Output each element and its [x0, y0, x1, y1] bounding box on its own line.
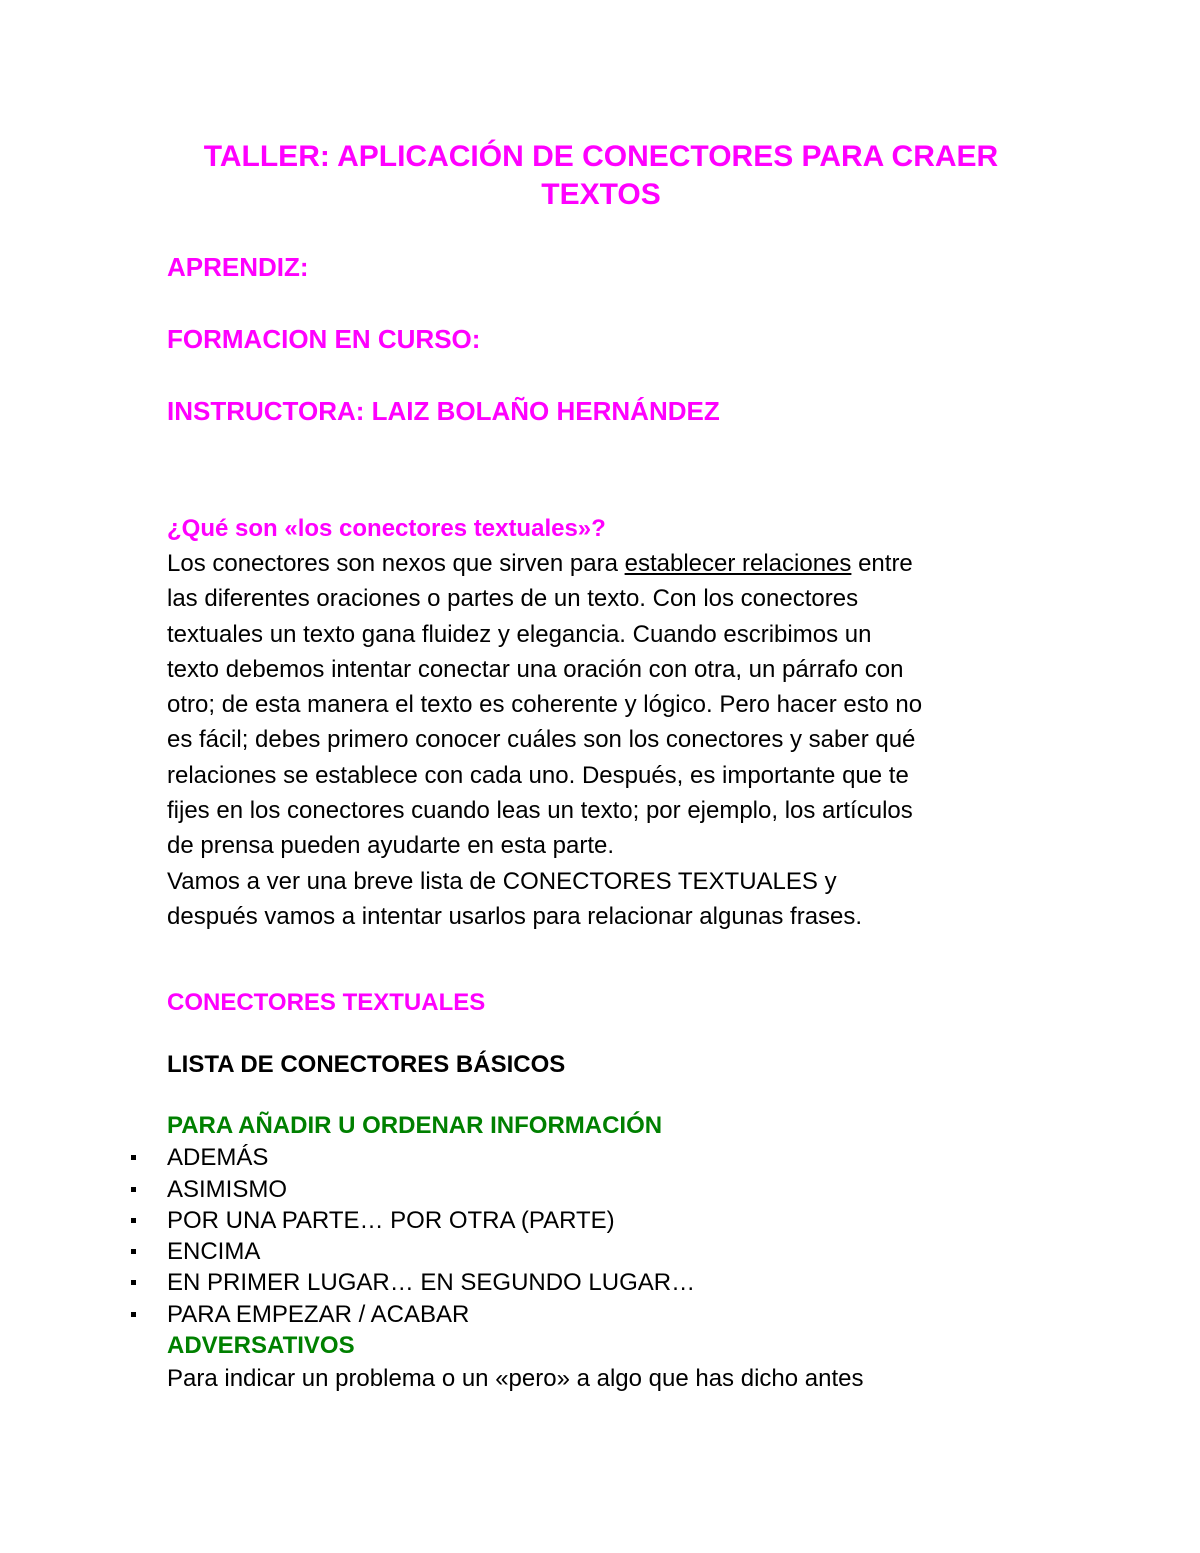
intro-line-6: es fácil; debes primero conocer cuáles son los conectores y saber qué	[167, 726, 916, 754]
bullet-icon	[131, 1218, 136, 1223]
anadir-heading: PARA AÑADIR U ORDENAR INFORMACIÓN	[167, 1112, 663, 1140]
list-item: ADEMÁS	[167, 1142, 1035, 1173]
intro-line-5: otro; de esta manera el texto es coherente y lógico. Pero hacer esto no	[167, 691, 923, 719]
intro-line-1: Los conectores son nexos que sirven para establecer relaciones entre	[167, 550, 913, 577]
bullet-icon	[131, 1280, 136, 1285]
adversativos-description: Para indicar un problema o un «pero» a algo que has dicho antes	[167, 1365, 864, 1393]
title-line-1: TALLER: APLICACIÓN DE CONECTORES PARA CRAER	[203, 140, 999, 173]
conectores-heading: CONECTORES TEXTUALES	[167, 989, 486, 1017]
bullet-icon	[131, 1155, 136, 1160]
intro-line-10: Vamos a ver una breve lista de CONECTORES TEXTUALES y	[167, 867, 837, 895]
bullet-icon	[131, 1187, 136, 1192]
adversativos-heading: ADVERSATIVOS	[167, 1332, 355, 1360]
anadir-list	[167, 1142, 1035, 1330]
bullet-icon	[131, 1249, 136, 1254]
intro-line-3: textuales un texto gana fluidez y elegancia. Cuando escribimos un	[167, 620, 872, 648]
intro-question: ¿Qué son «los conectores textuales»?	[167, 515, 606, 542]
title-line-2: TEXTOS	[541, 178, 661, 211]
list-item: ENCIMA	[167, 1236, 1035, 1267]
intro-line-8: fijes en los conectores cuando leas un texto; por ejemplo, los artículos	[167, 797, 913, 825]
lista-heading: LISTA DE CONECTORES BÁSICOS	[167, 1051, 566, 1079]
list-item: PARA EMPEZAR / ACABAR	[167, 1299, 1035, 1330]
intro-line-7: relaciones se establece con cada uno. Después, es importante que te	[167, 761, 909, 789]
aprendiz-label: APRENDIZ:	[167, 252, 309, 282]
intro-line-9: de prensa pueden ayudarte en esta parte.	[167, 832, 614, 860]
formacion-label: FORMACION EN CURSO:	[167, 324, 481, 354]
establecer-relaciones-link[interactable]: establecer relaciones	[624, 550, 852, 577]
intro-line-2: las diferentes oraciones o partes de un texto. Con los conectores	[167, 585, 859, 613]
list-item: POR UNA PARTE… POR OTRA (PARTE)	[167, 1205, 1035, 1236]
document-title	[167, 138, 1035, 214]
list-item: ASIMISMO	[167, 1174, 1035, 1205]
intro-line-11: después vamos a intentar usarlos para relacionar algunas frases.	[167, 902, 863, 930]
document-content	[167, 138, 1035, 1396]
intro-line-4: texto debemos intentar conectar una oración con otra, un párrafo con	[167, 655, 904, 683]
list-item: EN PRIMER LUGAR… EN SEGUNDO LUGAR…	[167, 1267, 1035, 1298]
instructora-label: INSTRUCTORA: LAIZ BOLAÑO HERNÁNDEZ	[167, 396, 720, 426]
intro-paragraph	[167, 546, 1035, 934]
bullet-icon	[131, 1312, 136, 1317]
